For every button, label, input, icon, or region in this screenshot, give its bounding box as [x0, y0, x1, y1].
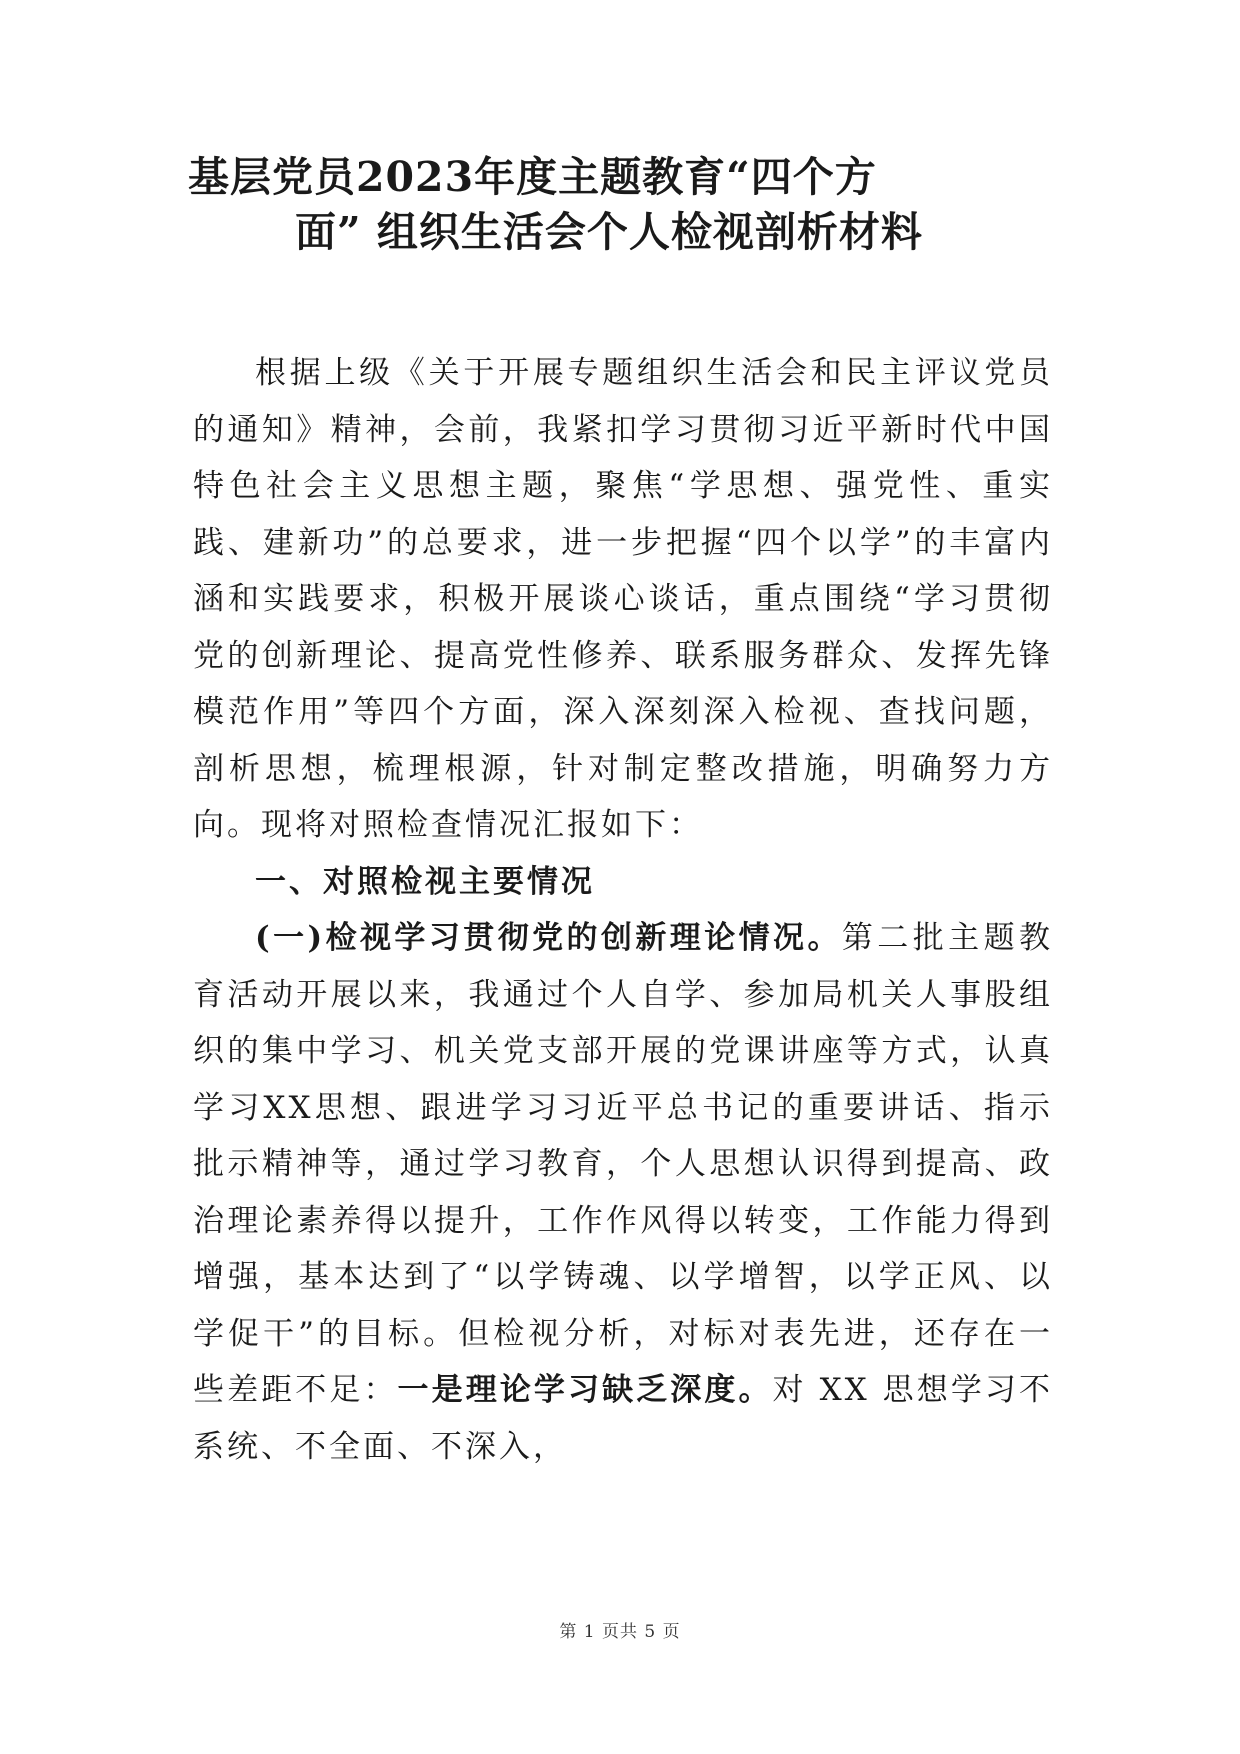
section-heading-1: 一、对照检视主要情况 — [255, 863, 595, 900]
subsection-paragraph-1 — [193, 910, 1053, 1475]
subsection-text-1: 第二批主题教育活动开展以来，我通过个人自学、参加局机关人事股组织的集中学习、机关党支部开展的党课讲座等方式，认真学习XX思想、跟进学习习近平总书记的重要讲话、指示批示精神等，通过学习教育，个人思想认识得到提高、政治理论素养得以提升，工作作风得以转变，工作能力得到增强，基本达到了“以学铸魂、以学增智，以学正风、以学促干”的目标。但检视分析，对标对表先进，还存在一些差距不足： — [193, 920, 1053, 1408]
title-line-2: 面” 组织生活会个人检视剖析材料 — [295, 208, 923, 256]
document-title — [150, 150, 1090, 260]
point-title-1: 一是理论学习缺乏深度。 — [397, 1372, 773, 1408]
document-body — [193, 345, 1053, 1475]
subsection-title-1: (一)检视学习贯彻党的创新理论情况。 — [255, 920, 842, 956]
intro-paragraph: 根据上级《关于开展专题组织生活会和民主评议党员的通知》精神，会前，我紧扣学习贯彻习近平新时代中国特色社会主义思想主题，聚焦“学思想、强党性、重实践、建新功”的总要求，进一步把握“四个以学”的丰富内涵和实践要求，积极开展谈心谈话，重点围绕“学习贯彻党的创新理论、提高党性修养、联系服务群众、发挥先锋模范作用”等四个方面，深入深刻深入检视、查找问题，剖析思想，梳理根源，针对制定整改措施，明确努力方向。现将对照检查情况汇报如下： — [193, 355, 1053, 843]
point-text-1: 对 XX 思想学习不系统、不全面、不深入， — [193, 1372, 1054, 1465]
title-line-1: 基层党员2023年度主题教育“四个方 — [188, 153, 877, 201]
page-footer: 第 1 页共 5 页 — [559, 1622, 681, 1642]
